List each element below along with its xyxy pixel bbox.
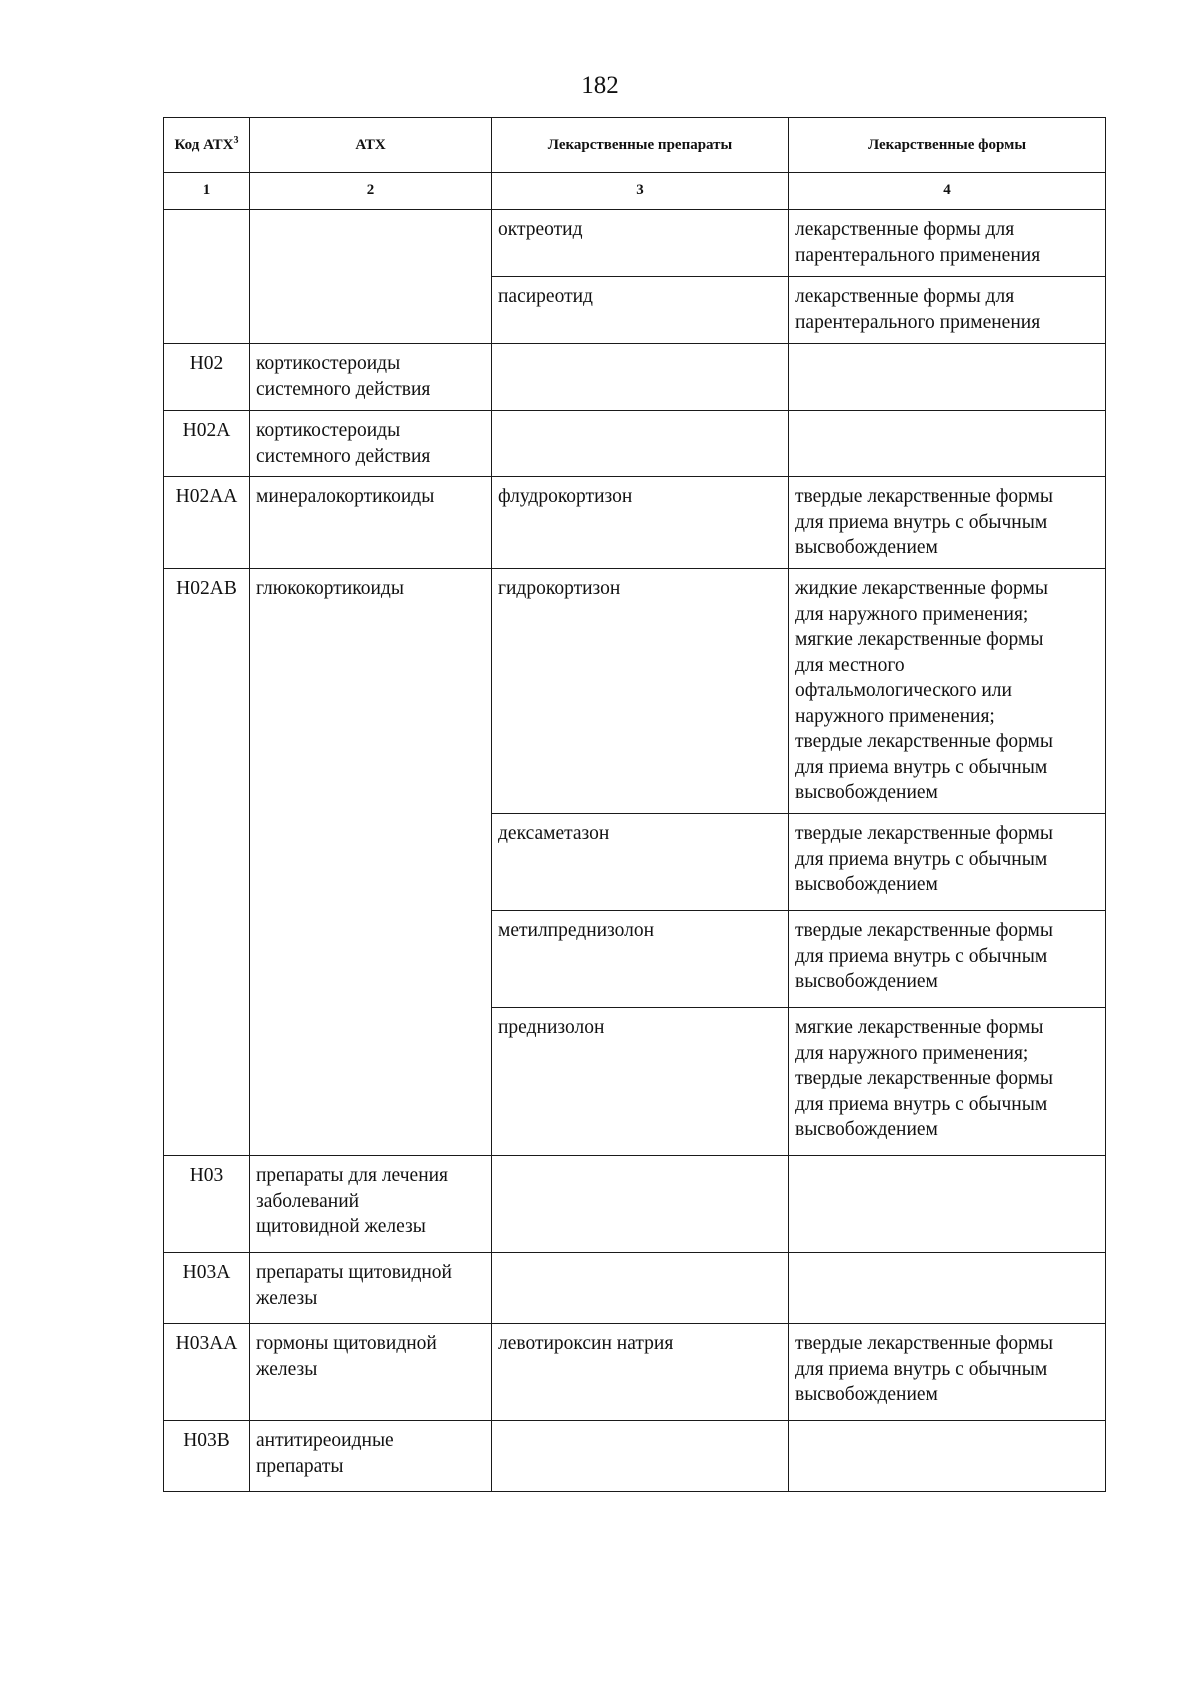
atx-name-cell: препараты щитовидной железы (250, 1253, 492, 1324)
page-number: 182 (581, 72, 619, 99)
header-atx: АТХ (250, 118, 492, 173)
drug-cell: пасиреотид (492, 277, 789, 344)
atx-name-cell: препараты для лечения заболеваний щитовидной железы (250, 1156, 492, 1253)
atx-name-cell: минералокортикоиды (250, 477, 492, 569)
table-row (164, 569, 1106, 814)
drug-cell: метилпреднизолон (492, 911, 789, 1008)
column-number: 3 (492, 173, 789, 210)
dosage-form-cell: твердые лекарственные формы для приема внутрь с обычным высвобождением (789, 911, 1106, 1008)
drug-cell (492, 344, 789, 411)
column-number: 2 (250, 173, 492, 210)
table-row (164, 344, 1106, 411)
dosage-form-cell: твердые лекарственные формы для приема внутрь с обычным высвобождением (789, 814, 1106, 911)
atx-code-cell: H02AA (164, 477, 250, 569)
atx-name-cell: кортикостероиды системного действия (250, 344, 492, 411)
drug-cell (492, 411, 789, 477)
atx-code-cell: H02AB (164, 569, 250, 1156)
drug-cell: левотироксин натрия (492, 1324, 789, 1421)
atx-drug-table (163, 117, 1106, 1492)
header-code: Код АТХ$^3$ (164, 118, 250, 173)
header-forms: Лекарственные формы (789, 118, 1106, 173)
dosage-form-cell (789, 1421, 1106, 1492)
atx-code-cell: H02 (164, 344, 250, 411)
header-drugs: Лекарственные препараты (492, 118, 789, 173)
drug-cell: дексаметазон (492, 814, 789, 911)
atx-code-cell: H02A (164, 411, 250, 477)
atx-name-cell: антитиреоидные препараты (250, 1421, 492, 1492)
column-number: 1 (164, 173, 250, 210)
table-header-row (164, 118, 1106, 173)
atx-code-cell (164, 210, 250, 344)
header-code-footnote: 3 (233, 134, 239, 146)
drug-cell: октреотид (492, 210, 789, 277)
drug-cell: флудрокортизон (492, 477, 789, 569)
column-number: 4 (789, 173, 1106, 210)
dosage-form-cell (789, 1156, 1106, 1253)
dosage-form-cell: лекарственные формы для парентерального применения (789, 277, 1106, 344)
drug-cell: преднизолон (492, 1008, 789, 1156)
table-row (164, 1253, 1106, 1324)
dosage-form-cell: мягкие лекарственные формы для наружного применения; твердые лекарственные формы для приема внутрь с обычным высвобождением (789, 1008, 1106, 1156)
table-row (164, 1156, 1106, 1253)
table-row (164, 411, 1106, 477)
atx-name-cell (250, 210, 492, 344)
dosage-form-cell (789, 344, 1106, 411)
dosage-form-cell: лекарственные формы для парентерального применения (789, 210, 1106, 277)
drug-cell (492, 1156, 789, 1253)
dosage-form-cell (789, 411, 1106, 477)
atx-name-cell: гормоны щитовидной железы (250, 1324, 492, 1421)
table-row (164, 477, 1106, 569)
drug-cell (492, 1253, 789, 1324)
dosage-form-cell: твердые лекарственные формы для приема внутрь с обычным высвобождением (789, 1324, 1106, 1421)
column-number-row (164, 173, 1106, 210)
atx-code-cell: H03B (164, 1421, 250, 1492)
dosage-form-cell (789, 1253, 1106, 1324)
atx-name-cell: кортикостероиды системного действия (250, 411, 492, 477)
atx-code-cell: H03 (164, 1156, 250, 1253)
dosage-form-cell: жидкие лекарственные формы для наружного применения; мягкие лекарственные формы для местного офтальмологического или наружного применения; твердые лекарственные формы для приема внутрь с обычным высвобождением (789, 569, 1106, 814)
dosage-form-cell: твердые лекарственные формы для приема внутрь с обычным высвобождением (789, 477, 1106, 569)
table-row (164, 210, 1106, 277)
atx-name-cell: глюкокортикоиды (250, 569, 492, 1156)
atx-code-cell: H03AA (164, 1324, 250, 1421)
drug-cell: гидрокортизон (492, 569, 789, 814)
table-row (164, 1324, 1106, 1421)
table-row (164, 1421, 1106, 1492)
drug-cell (492, 1421, 789, 1492)
atx-code-cell: H03A (164, 1253, 250, 1324)
